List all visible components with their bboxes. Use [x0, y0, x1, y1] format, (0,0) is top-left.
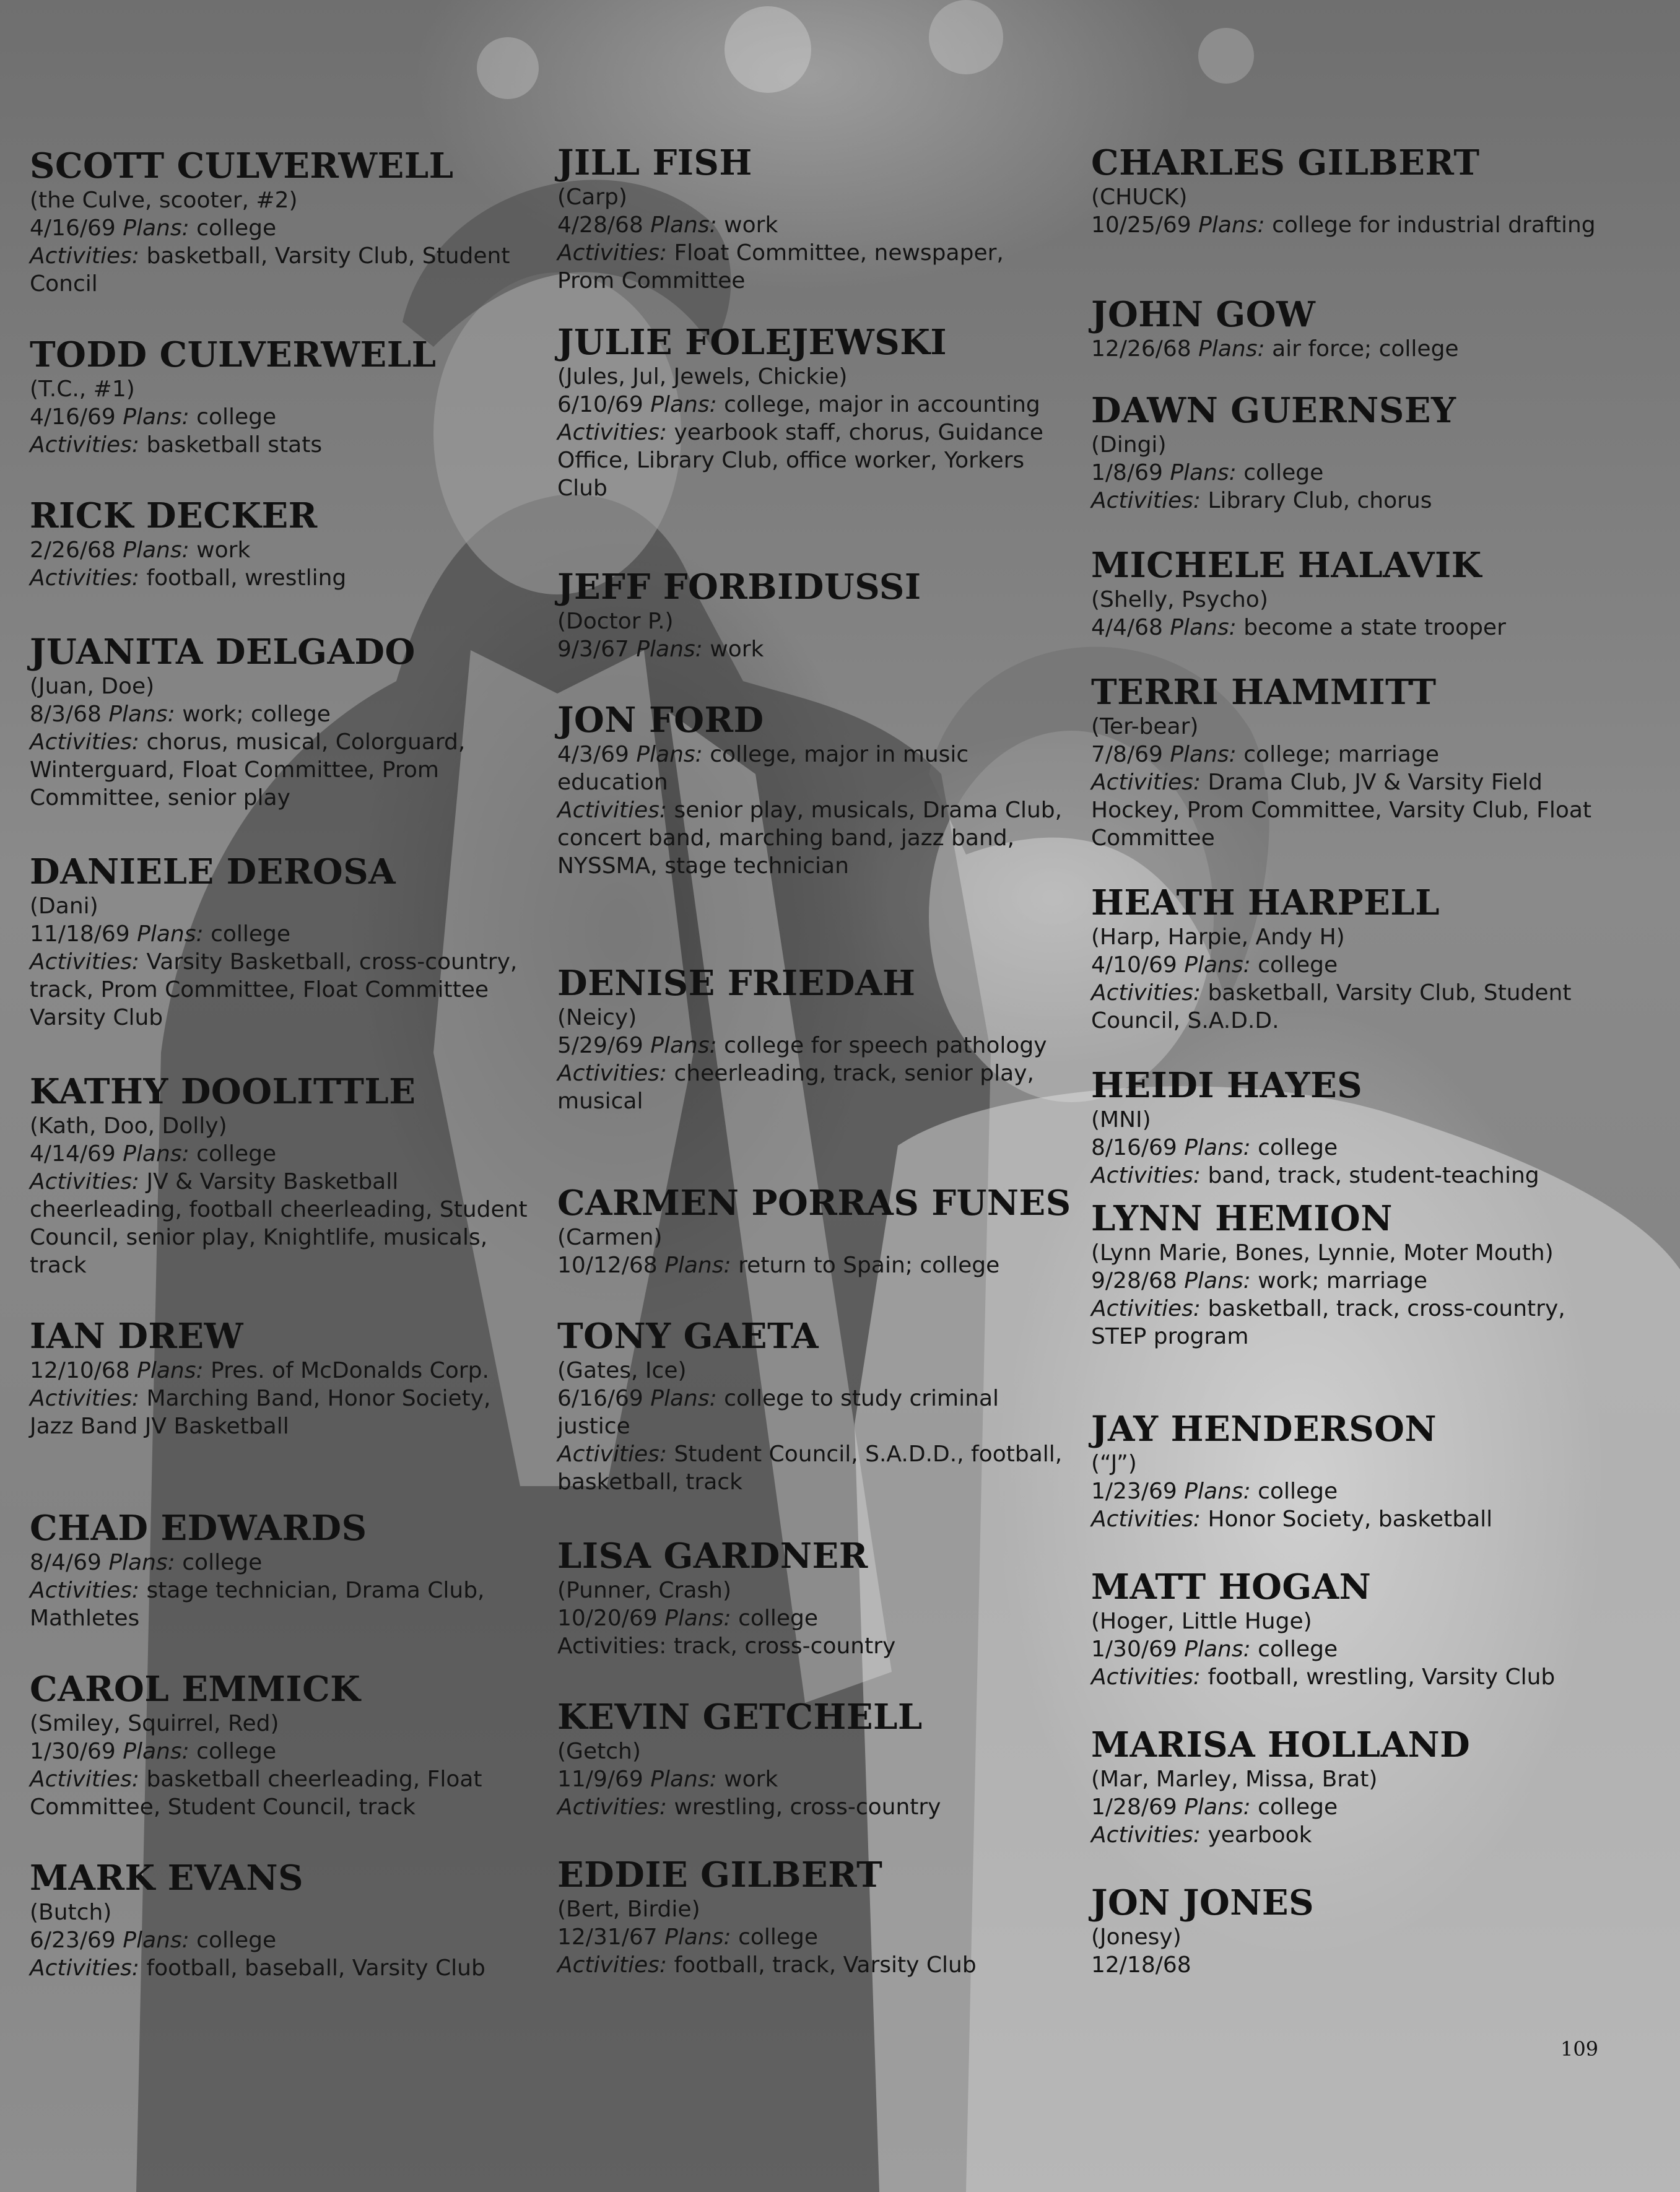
- plans-value: college for industrial drafting: [1272, 212, 1596, 238]
- plans-label: Plans:: [123, 215, 189, 241]
- plans-value: college for speech pathology: [724, 1033, 1047, 1058]
- nickname: (Carp): [557, 185, 627, 210]
- activities-label: Activities:: [1091, 1507, 1201, 1532]
- birth-plans-line: [1091, 1635, 1599, 1663]
- activities-line: [557, 1793, 1065, 1821]
- nickname: (Shelly, Psycho): [1091, 587, 1268, 612]
- senior-entry: [30, 1071, 531, 1279]
- plans-label: Plans:: [123, 404, 189, 430]
- birth-plans-line: [1091, 459, 1599, 487]
- activities-line: [30, 242, 531, 298]
- nickname: (Smiley, Squirrel, Red): [30, 1711, 279, 1736]
- plans-value: return to Spain; college: [738, 1253, 1000, 1278]
- activities-value: senior play, musicals, Drama Club, concert band, marching band, jazz band, NYSSMA, stage technician: [557, 798, 1063, 879]
- plans-label: Plans:: [108, 1550, 175, 1575]
- activities-label: Activities:: [1091, 1664, 1201, 1690]
- student-name: JAY HENDERSON: [1091, 1409, 1437, 1450]
- birth-plans-line: [557, 1765, 1065, 1793]
- nickname: (Ter-bear): [1091, 714, 1199, 739]
- activities-value: cheerleading, track, senior play, musical: [557, 1061, 1034, 1114]
- birth-date: 8/16/69: [1091, 1135, 1177, 1160]
- student-name: JON FORD: [557, 700, 764, 741]
- birth-date: 8/3/68: [30, 702, 102, 727]
- plans-label: Plans:: [1184, 1268, 1251, 1294]
- activities-line: [1091, 768, 1599, 852]
- activities-line: [557, 239, 1065, 295]
- activities-label: Activities:: [1091, 770, 1201, 795]
- birth-plans-line: [557, 1923, 1065, 1951]
- activities-label: Activities:: [557, 420, 667, 445]
- plans-label: Plans:: [1170, 460, 1237, 485]
- activities-value: JV & Varsity Basketball cheerleading, football cheerleading, Student Council, senior play, Knightlife, musicals, track: [30, 1169, 528, 1278]
- activities-label: Activities:: [557, 798, 667, 823]
- plans-value: become a state trooper: [1243, 615, 1506, 640]
- activities-value: Marching Band, Honor Society, Jazz Band JV Basketball: [30, 1386, 491, 1439]
- activities-value: basketball, Varsity Club, Student Council, S.A.D.D.: [1091, 980, 1572, 1033]
- student-name: HEATH HARPELL: [1091, 882, 1440, 923]
- birth-date: 4/28/68: [557, 212, 643, 238]
- senior-entry: [557, 1316, 1065, 1496]
- birth-date: 1/8/69: [1091, 460, 1163, 485]
- activities-line: [30, 431, 531, 459]
- activities-line: [557, 1632, 1065, 1660]
- nickname: (Kath, Doo, Dolly): [30, 1113, 227, 1139]
- student-name: EDDIE GILBERT: [557, 1855, 883, 1895]
- plans-value: work: [196, 537, 251, 563]
- plans-value: work; marriage: [1258, 1268, 1428, 1294]
- birth-date: 4/16/69: [30, 215, 116, 241]
- plans-value: college, major in music education: [557, 742, 969, 795]
- student-name: KATHY DOOLITTLE: [30, 1071, 416, 1112]
- nickname: (the Culve, scooter, #2): [30, 188, 298, 213]
- senior-entry: [30, 851, 531, 1032]
- birth-date: 4/3/69: [557, 742, 629, 767]
- plans-label: Plans:: [137, 1358, 204, 1383]
- plans-label: Plans:: [108, 702, 175, 727]
- plans-value: college: [196, 1928, 277, 1953]
- senior-entry: [1091, 1198, 1599, 1350]
- nickname: (Neicy): [557, 1005, 637, 1030]
- birth-date: 1/30/69: [30, 1739, 116, 1764]
- senior-entry: [30, 334, 531, 459]
- birth-date: 6/16/69: [557, 1386, 643, 1411]
- senior-entry: [1091, 882, 1599, 1035]
- plans-value: college: [1258, 1479, 1338, 1504]
- plans-value: college: [196, 404, 277, 430]
- activities-line: [1091, 1821, 1599, 1849]
- student-name: TODD CULVERWELL: [30, 334, 437, 375]
- activities-value: Library Club, chorus: [1208, 488, 1432, 513]
- birth-plans-line: [557, 1032, 1065, 1059]
- plans-value: college: [1258, 1135, 1338, 1160]
- activities-line: [1091, 1663, 1599, 1691]
- nickname: (Doctor P.): [557, 609, 674, 634]
- birth-plans-line: [1091, 211, 1599, 239]
- senior-entry: [1091, 390, 1599, 515]
- activities-value: chorus, musical, Colorguard, Winterguard, Float Committee, Prom Committee, senior play: [30, 729, 466, 811]
- activities-line: [30, 728, 531, 812]
- activities-value: Float Committee, newspaper, Prom Committee: [557, 240, 1004, 294]
- senior-entry: [1091, 1409, 1599, 1533]
- activities-label: Activities:: [30, 1169, 139, 1194]
- plans-label: Plans:: [650, 212, 717, 238]
- birth-date: 11/18/69: [30, 921, 130, 947]
- activities-label: Activities:: [557, 1633, 667, 1659]
- plans-label: Plans:: [123, 1739, 189, 1764]
- plans-value: work: [724, 212, 778, 238]
- student-name: HEIDI HAYES: [1091, 1065, 1363, 1106]
- student-name: JUANITA DELGADO: [30, 632, 416, 672]
- birth-plans-line: [1091, 951, 1599, 979]
- nickname: (Harp, Harpie, Andy H): [1091, 924, 1345, 950]
- activities-line: [557, 1059, 1065, 1115]
- activities-label: Activities:: [1091, 980, 1201, 1006]
- birth-plans-line: [30, 1926, 531, 1954]
- birth-plans-line: [557, 211, 1065, 239]
- plans-value: college: [738, 1606, 819, 1631]
- plans-value: work: [710, 637, 764, 662]
- activities-line: [30, 1765, 531, 1821]
- student-name: DANIELE DEROSA: [30, 851, 396, 892]
- birth-date: 4/4/68: [1091, 615, 1163, 640]
- activities-label: Activities:: [1091, 1296, 1201, 1321]
- birth-date: 11/9/69: [557, 1767, 643, 1792]
- activities-value: track, cross-country: [673, 1633, 896, 1659]
- plans-label: Plans:: [1184, 1479, 1251, 1504]
- birth-plans-line: [1091, 614, 1599, 642]
- student-name: MARK EVANS: [30, 1858, 304, 1898]
- activities-value: football, wrestling: [146, 565, 347, 591]
- activities-value: Varsity Basketball, cross-country, track, Prom Committee, Float Committee Varsity Club: [30, 949, 518, 1030]
- senior-entry: [1091, 294, 1599, 363]
- activities-label: Activities:: [30, 432, 139, 458]
- activities-label: Activities:: [30, 729, 139, 755]
- activities-label: Activities:: [557, 1442, 667, 1467]
- activities-value: basketball stats: [146, 432, 323, 458]
- senior-entry: [1091, 142, 1599, 239]
- senior-entry: [557, 1697, 1065, 1821]
- senior-entry: [557, 1183, 1071, 1279]
- activities-label: Activities:: [30, 565, 139, 591]
- birth-plans-line: [30, 1549, 531, 1577]
- plans-label: Plans:: [123, 1141, 189, 1167]
- plans-label: Plans:: [664, 1925, 731, 1950]
- birth-plans-line: [30, 920, 531, 948]
- birth-plans-line: [30, 700, 531, 728]
- plans-label: Plans:: [650, 1767, 717, 1792]
- nickname: (Carmen): [557, 1225, 663, 1250]
- birth-plans-line: [30, 536, 531, 564]
- student-name: MATT HOGAN: [1091, 1567, 1372, 1607]
- birth-plans-line: [557, 635, 1065, 663]
- birth-date: 4/16/69: [30, 404, 116, 430]
- student-name: JILL FISH: [557, 142, 752, 183]
- activities-value: Drama Club, JV & Varsity Field Hockey, Prom Committee, Varsity Club, Float Committee: [1091, 770, 1592, 851]
- activities-label: Activities:: [1091, 1163, 1201, 1188]
- page-number: 109: [1560, 2037, 1599, 2061]
- nickname: (Punner, Crash): [557, 1578, 732, 1603]
- birth-plans-line: [557, 391, 1065, 419]
- activities-label: Activities:: [1091, 1822, 1201, 1848]
- senior-entry: [557, 700, 1065, 880]
- plans-value: college: [1258, 1794, 1338, 1820]
- activities-label: Activities:: [557, 240, 667, 266]
- senior-entry: [1091, 1724, 1599, 1849]
- plans-value: college: [182, 1550, 263, 1575]
- birth-plans-line: [30, 214, 531, 242]
- student-name: SCOTT CULVERWELL: [30, 146, 454, 186]
- nickname: (Juan, Doe): [30, 674, 155, 699]
- activities-value: yearbook: [1208, 1822, 1312, 1848]
- plans-label: Plans:: [123, 537, 189, 563]
- senior-entry: [557, 567, 1065, 663]
- activities-value: football, track, Varsity Club: [674, 1952, 977, 1978]
- senior-entry: [1091, 672, 1599, 852]
- birth-plans-line: [557, 1251, 1065, 1279]
- senior-entry: [557, 1855, 1065, 1979]
- nickname: (T.C., #1): [30, 376, 135, 402]
- birth-plans-line: [30, 1357, 531, 1385]
- activities-label: Activities:: [557, 1061, 667, 1086]
- birth-date: 10/12/68: [557, 1253, 658, 1278]
- birth-date: 12/10/68: [30, 1358, 130, 1383]
- plans-value: air force; college: [1272, 336, 1459, 362]
- birth-date: 2/26/68: [30, 537, 116, 563]
- student-name: JEFF FORBIDUSSI: [557, 567, 921, 607]
- plans-label: Plans:: [1184, 1135, 1251, 1160]
- senior-entry: [30, 1858, 531, 1982]
- plans-label: Plans:: [650, 1386, 717, 1411]
- student-name: LYNN HEMION: [1091, 1198, 1393, 1239]
- plans-label: Plans:: [1198, 336, 1265, 362]
- birth-plans-line: [557, 1604, 1065, 1632]
- plans-value: college: [1258, 952, 1338, 978]
- nickname: (Dingi): [1091, 432, 1167, 458]
- birth-date: 7/8/69: [1091, 742, 1163, 767]
- birth-date: 4/14/69: [30, 1141, 116, 1167]
- plans-value: college; marriage: [1243, 742, 1439, 767]
- activities-label: Activities:: [30, 1386, 139, 1411]
- senior-entry: [30, 632, 531, 812]
- activities-label: Activities:: [30, 1578, 139, 1603]
- birth-plans-line: [30, 1738, 531, 1765]
- activities-line: [557, 1951, 1065, 1979]
- birth-date: 10/20/69: [557, 1606, 658, 1631]
- birth-plans-line: [1091, 741, 1599, 768]
- nickname: (Lynn Marie, Bones, Lynnie, Moter Mouth): [1091, 1240, 1554, 1266]
- nickname: (Hoger, Little Huge): [1091, 1609, 1312, 1634]
- student-name: CARMEN PORRAS FUNES: [557, 1183, 1071, 1224]
- student-name: TERRI HAMMITT: [1091, 672, 1437, 713]
- senior-entry: [557, 1536, 1065, 1660]
- activities-line: [557, 419, 1065, 502]
- activities-line: [30, 948, 531, 1032]
- senior-entry: [1091, 545, 1599, 642]
- birth-date: 6/23/69: [30, 1928, 116, 1953]
- plans-value: work; college: [182, 702, 331, 727]
- plans-value: college: [196, 1141, 277, 1167]
- senior-entry: [557, 963, 1065, 1115]
- activities-label: Activities:: [30, 1955, 139, 1981]
- activities-line: [557, 796, 1065, 880]
- birth-date: 9/3/67: [557, 637, 629, 662]
- birth-date: 12/26/68: [1091, 336, 1191, 362]
- activities-value: Student Council, S.A.D.D., football, basketball, track: [557, 1442, 1063, 1495]
- plans-label: Plans:: [1184, 1794, 1251, 1820]
- birth-date: 9/28/68: [1091, 1268, 1177, 1294]
- activities-label: Activities:: [30, 1767, 139, 1792]
- plans-label: Plans:: [650, 392, 717, 417]
- birth-date: 8/4/69: [30, 1550, 102, 1575]
- student-name: JON JONES: [1091, 1882, 1315, 1923]
- student-name: IAN DREW: [30, 1316, 244, 1357]
- activities-label: Activities:: [30, 949, 139, 975]
- plans-label: Plans:: [636, 742, 703, 767]
- activities-value: yearbook staff, chorus, Guidance Office, Library Club, office worker, Yorkers Club: [557, 420, 1043, 501]
- activities-label: Activities:: [1091, 488, 1201, 513]
- nickname: (Bert, Birdie): [557, 1897, 700, 1922]
- plans-value: college: [211, 921, 291, 947]
- birth-date: 1/28/69: [1091, 1794, 1177, 1820]
- birth-date: 12/31/67: [557, 1925, 658, 1950]
- activities-line: [30, 564, 531, 592]
- birth-plans-line: [557, 741, 1065, 796]
- activities-line: [1091, 487, 1599, 515]
- birth-plans-line: [30, 403, 531, 431]
- birth-plans-line: [30, 1140, 531, 1168]
- plans-label: Plans:: [1170, 742, 1237, 767]
- nickname: (CHUCK): [1091, 185, 1188, 210]
- student-name: MICHELE HALAVIK: [1091, 545, 1482, 586]
- activities-value: football, wrestling, Varsity Club: [1208, 1664, 1556, 1690]
- nickname: (Jules, Jul, Jewels, Chickie): [557, 364, 848, 389]
- activities-value: Honor Society, basketball: [1208, 1507, 1493, 1532]
- plans-value: Pres. of McDonalds Corp.: [211, 1358, 489, 1383]
- plans-label: Plans:: [664, 1606, 731, 1631]
- student-name: JULIE FOLEJEWSKI: [557, 322, 947, 363]
- activities-line: [1091, 1162, 1599, 1190]
- senior-entry: [557, 142, 1065, 295]
- student-name: CHARLES GILBERT: [1091, 142, 1480, 183]
- plans-value: college: [196, 1739, 277, 1764]
- senior-entry: [30, 146, 531, 298]
- plans-label: Plans:: [1198, 212, 1265, 238]
- nickname: (“J”): [1091, 1451, 1137, 1476]
- student-name: RICK DECKER: [30, 495, 318, 536]
- activities-value: stage technician, Drama Club, Mathletes: [30, 1578, 485, 1631]
- plans-label: Plans:: [1184, 1637, 1251, 1662]
- plans-label: Plans:: [137, 921, 204, 947]
- senior-entry: [30, 495, 531, 592]
- plans-label: Plans:: [123, 1928, 189, 1953]
- senior-entry: [30, 1669, 531, 1821]
- activities-line: [30, 1168, 531, 1279]
- activities-line: [30, 1385, 531, 1440]
- activities-line: [1091, 979, 1599, 1035]
- birth-plans-line: [1091, 335, 1599, 363]
- plans-value: college, major in accounting: [724, 392, 1040, 417]
- activities-value: band, track, student-teaching: [1208, 1163, 1539, 1188]
- birth-date: 5/29/69: [557, 1033, 643, 1058]
- nickname: (Jonesy): [1091, 1925, 1182, 1950]
- birth-date: 12/18/68: [1091, 1952, 1191, 1978]
- plans-value: college: [738, 1925, 819, 1950]
- senior-entry: [1091, 1567, 1599, 1691]
- activities-line: [1091, 1295, 1599, 1350]
- activities-value: wrestling, cross-country: [674, 1794, 941, 1820]
- plans-value: college: [1258, 1637, 1338, 1662]
- activities-label: Activities:: [557, 1952, 667, 1978]
- senior-entry: [30, 1316, 531, 1440]
- plans-label: Plans:: [636, 637, 703, 662]
- birth-date: 6/10/69: [557, 392, 643, 417]
- senior-entry: [1091, 1065, 1599, 1190]
- student-name: LISA GARDNER: [557, 1536, 868, 1577]
- plans-label: Plans:: [650, 1033, 717, 1058]
- birth-plans-line: [557, 1385, 1065, 1440]
- nickname: (Mar, Marley, Missa, Brat): [1091, 1767, 1378, 1792]
- activities-value: basketball cheerleading, Float Committee, Student Council, track: [30, 1767, 482, 1820]
- plans-value: college to study criminal justice: [557, 1386, 999, 1439]
- student-name: JOHN GOW: [1091, 294, 1316, 335]
- nickname: (Gates, Ice): [557, 1358, 687, 1383]
- nickname: (Dani): [30, 894, 98, 919]
- plans-label: Plans:: [1170, 615, 1237, 640]
- student-name: KEVIN GETCHELL: [557, 1697, 923, 1738]
- plans-label: Plans:: [664, 1253, 731, 1278]
- activities-value: football, baseball, Varsity Club: [146, 1955, 485, 1981]
- student-name: MARISA HOLLAND: [1091, 1724, 1471, 1765]
- activities-line: [557, 1440, 1065, 1496]
- birth-date: 10/25/69: [1091, 212, 1191, 238]
- activities-line: [1091, 1505, 1599, 1533]
- student-name: CHAD EDWARDS: [30, 1508, 367, 1549]
- plans-value: college: [196, 215, 277, 241]
- senior-entry: [1091, 1882, 1599, 1979]
- senior-entry: [557, 322, 1065, 502]
- birth-date: 1/30/69: [1091, 1637, 1177, 1662]
- plans-value: college: [1243, 460, 1324, 485]
- birth-plans-line: [1091, 1477, 1599, 1505]
- student-name: DENISE FRIEDAH: [557, 963, 916, 1004]
- activities-label: Activities:: [557, 1794, 667, 1820]
- student-name: CAROL EMMICK: [30, 1669, 361, 1710]
- birth-date: 1/23/69: [1091, 1479, 1177, 1504]
- plans-label: Plans:: [1184, 952, 1251, 978]
- plans-value: work: [724, 1767, 778, 1792]
- birth-plans-line: [1091, 1793, 1599, 1821]
- nickname: (Getch): [557, 1739, 641, 1764]
- nickname: (MNI): [1091, 1107, 1151, 1133]
- student-name: TONY GAETA: [557, 1316, 819, 1357]
- student-name: DAWN GUERNSEY: [1091, 390, 1456, 431]
- nickname: (Butch): [30, 1900, 112, 1925]
- activities-label: Activities:: [30, 243, 139, 269]
- senior-entry: [30, 1508, 531, 1632]
- birth-date: 4/10/69: [1091, 952, 1177, 978]
- birth-plans-line: [1091, 1134, 1599, 1162]
- activities-line: [30, 1954, 531, 1982]
- activities-value: basketball, Varsity Club, Student Concil: [30, 243, 510, 297]
- birth-plans-line: [1091, 1267, 1599, 1295]
- activities-value: basketball, track, cross-country, STEP program: [1091, 1296, 1565, 1349]
- activities-line: [30, 1577, 531, 1632]
